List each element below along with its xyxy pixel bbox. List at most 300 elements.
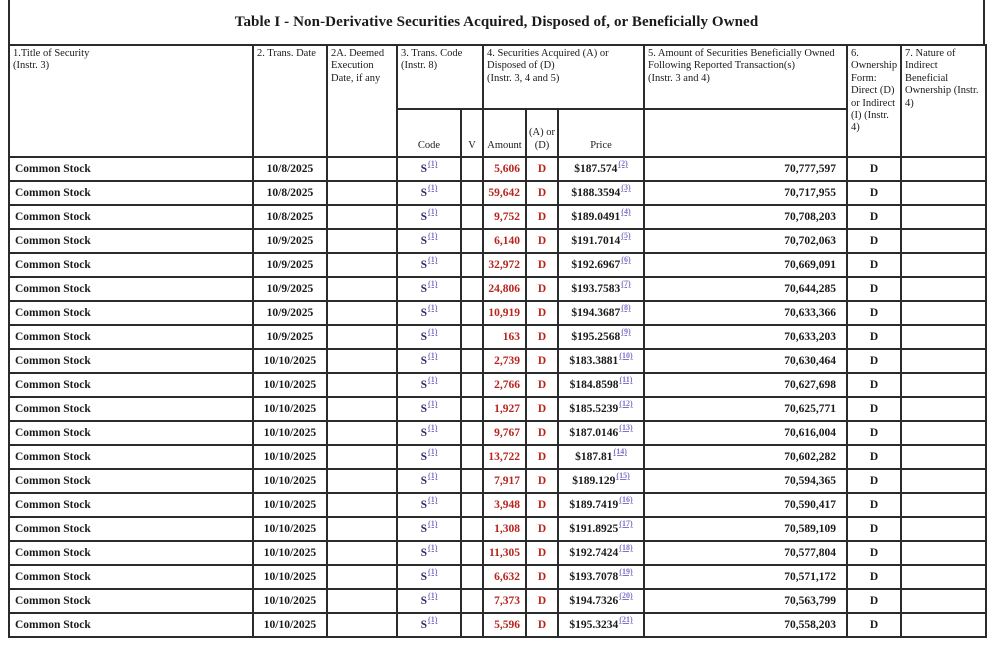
deemed-execution-date-cell bbox=[327, 589, 397, 613]
price-cell bbox=[558, 469, 644, 493]
footnote-link[interactable]: (11) bbox=[619, 375, 633, 385]
price-value: $194.7326 bbox=[569, 595, 619, 607]
footnote-link[interactable]: (21) bbox=[619, 615, 633, 625]
table-row bbox=[9, 301, 986, 325]
nature-of-ownership-cell bbox=[901, 589, 986, 613]
table-row bbox=[9, 493, 986, 517]
nature-of-ownership-cell bbox=[901, 397, 986, 421]
security-title-cell: Common Stock bbox=[9, 493, 253, 517]
transaction-code-cell bbox=[397, 541, 461, 565]
footnote-link[interactable]: (1) bbox=[428, 591, 438, 601]
acquired-disposed-cell: D bbox=[526, 613, 558, 637]
transaction-code: S bbox=[420, 259, 428, 271]
footnote-link[interactable]: (1) bbox=[428, 495, 438, 505]
voluntary-cell bbox=[461, 373, 483, 397]
amount-cell: 32,972 bbox=[483, 253, 526, 277]
footnote-link[interactable]: (1) bbox=[428, 351, 438, 361]
amount-cell: 5,606 bbox=[483, 157, 526, 181]
transaction-code-cell bbox=[397, 157, 461, 181]
transaction-code: S bbox=[420, 307, 428, 319]
transaction-code-cell bbox=[397, 469, 461, 493]
deemed-execution-date-cell bbox=[327, 493, 397, 517]
shares-owned-cell: 70,602,282 bbox=[644, 445, 847, 469]
deemed-execution-date-cell bbox=[327, 325, 397, 349]
transaction-code-cell bbox=[397, 253, 461, 277]
price-value: $191.7014 bbox=[571, 235, 621, 247]
voluntary-cell bbox=[461, 301, 483, 325]
acquired-disposed-cell: D bbox=[526, 445, 558, 469]
security-title-cell: Common Stock bbox=[9, 277, 253, 301]
security-title-cell: Common Stock bbox=[9, 349, 253, 373]
amount-cell: 6,632 bbox=[483, 565, 526, 589]
footnote-link[interactable]: (14) bbox=[613, 447, 627, 457]
deemed-execution-date-cell bbox=[327, 181, 397, 205]
transaction-code: S bbox=[420, 595, 428, 607]
price-value: $193.7078 bbox=[569, 571, 619, 583]
price-cell bbox=[558, 565, 644, 589]
nature-of-ownership-cell bbox=[901, 325, 986, 349]
security-title-cell: Common Stock bbox=[9, 613, 253, 637]
price-value: $189.7419 bbox=[569, 499, 619, 511]
nature-of-ownership-cell bbox=[901, 541, 986, 565]
table-row bbox=[9, 325, 986, 349]
transaction-code-cell bbox=[397, 277, 461, 301]
footnote-link[interactable]: (1) bbox=[428, 615, 438, 625]
transaction-code: S bbox=[420, 235, 428, 247]
col-header-label: 3. Trans. Code bbox=[401, 48, 463, 59]
nature-of-ownership-cell bbox=[901, 181, 986, 205]
price-value: $188.3594 bbox=[571, 187, 621, 199]
col-header-instr: (Instr. 8) bbox=[401, 60, 438, 72]
deemed-execution-date-cell bbox=[327, 253, 397, 277]
voluntary-cell bbox=[461, 589, 483, 613]
deemed-execution-date-cell bbox=[327, 349, 397, 373]
transaction-date-cell: 10/9/2025 bbox=[253, 277, 327, 301]
acquired-disposed-cell: D bbox=[526, 421, 558, 445]
ownership-form-cell: D bbox=[847, 589, 901, 613]
shares-owned-cell: 70,571,172 bbox=[644, 565, 847, 589]
ownership-form-cell: D bbox=[847, 445, 901, 469]
transaction-code: S bbox=[420, 355, 428, 367]
shares-owned-cell: 70,594,365 bbox=[644, 469, 847, 493]
ownership-form-cell: D bbox=[847, 565, 901, 589]
footnote-link[interactable]: (1) bbox=[428, 255, 438, 265]
shares-owned-cell: 70,717,955 bbox=[644, 181, 847, 205]
table-row bbox=[9, 277, 986, 301]
ownership-form-cell: D bbox=[847, 373, 901, 397]
nature-of-ownership-cell bbox=[901, 373, 986, 397]
table-body bbox=[9, 157, 986, 637]
col-header-amount-owned bbox=[644, 45, 847, 109]
acquired-disposed-cell: D bbox=[526, 301, 558, 325]
security-title-cell: Common Stock bbox=[9, 517, 253, 541]
footnote-link[interactable]: (1) bbox=[428, 471, 438, 481]
deemed-execution-date-cell bbox=[327, 301, 397, 325]
price-cell bbox=[558, 277, 644, 301]
footnote-link[interactable]: (1) bbox=[428, 303, 438, 313]
table1-title-band bbox=[8, 0, 985, 44]
col-header-trans-date: 2. Trans. Date bbox=[253, 45, 327, 157]
acquired-disposed-cell: D bbox=[526, 565, 558, 589]
acquired-disposed-cell: D bbox=[526, 325, 558, 349]
col-header-deemed-execution: 2A. Deemed Execution Date, if any bbox=[327, 45, 397, 157]
nature-of-ownership-cell bbox=[901, 253, 986, 277]
acquired-disposed-cell: D bbox=[526, 205, 558, 229]
col-header-instr: (Instr. 3) bbox=[13, 60, 50, 72]
price-value: $195.2568 bbox=[571, 331, 621, 343]
transaction-code: S bbox=[420, 547, 428, 559]
footnote-link[interactable]: (1) bbox=[428, 183, 438, 193]
transaction-code: S bbox=[420, 451, 428, 463]
deemed-execution-date-cell bbox=[327, 205, 397, 229]
amount-cell: 24,806 bbox=[483, 277, 526, 301]
amount-cell: 1,308 bbox=[483, 517, 526, 541]
transaction-date-cell: 10/9/2025 bbox=[253, 301, 327, 325]
voluntary-cell bbox=[461, 397, 483, 421]
transaction-date-cell: 10/9/2025 bbox=[253, 229, 327, 253]
transaction-date-cell: 10/8/2025 bbox=[253, 205, 327, 229]
shares-owned-cell: 70,644,285 bbox=[644, 277, 847, 301]
security-title-cell: Common Stock bbox=[9, 565, 253, 589]
footnote-link[interactable]: (17) bbox=[619, 519, 633, 529]
shares-owned-cell: 70,589,109 bbox=[644, 517, 847, 541]
transaction-code-cell bbox=[397, 493, 461, 517]
shares-owned-cell: 70,577,804 bbox=[644, 541, 847, 565]
security-title-cell: Common Stock bbox=[9, 541, 253, 565]
transaction-date-cell: 10/10/2025 bbox=[253, 541, 327, 565]
voluntary-cell bbox=[461, 277, 483, 301]
transaction-code-cell bbox=[397, 181, 461, 205]
shares-owned-cell: 70,590,417 bbox=[644, 493, 847, 517]
deemed-execution-date-cell bbox=[327, 229, 397, 253]
transaction-code-cell bbox=[397, 205, 461, 229]
non-derivative-table bbox=[8, 44, 987, 638]
price-value: $189.0491 bbox=[571, 211, 621, 223]
table-row bbox=[9, 445, 986, 469]
price-cell bbox=[558, 517, 644, 541]
footnote-link[interactable]: (19) bbox=[619, 567, 633, 577]
voluntary-cell bbox=[461, 181, 483, 205]
transaction-code: S bbox=[420, 283, 428, 295]
voluntary-cell bbox=[461, 157, 483, 181]
deemed-execution-date-cell bbox=[327, 397, 397, 421]
deemed-execution-date-cell bbox=[327, 421, 397, 445]
voluntary-cell bbox=[461, 421, 483, 445]
price-value: $185.5239 bbox=[569, 403, 619, 415]
amount-cell: 2,766 bbox=[483, 373, 526, 397]
price-cell bbox=[558, 325, 644, 349]
footnote-link[interactable]: (10) bbox=[619, 351, 633, 361]
col-header-acquired-disposed bbox=[483, 45, 644, 109]
footnote-link[interactable]: (6) bbox=[621, 255, 631, 265]
security-title-cell: Common Stock bbox=[9, 373, 253, 397]
acquired-disposed-cell: D bbox=[526, 493, 558, 517]
footnote-link[interactable]: (4) bbox=[621, 207, 631, 217]
price-value: $189.129 bbox=[572, 475, 616, 487]
footnote-link[interactable]: (5) bbox=[621, 231, 631, 241]
table-row bbox=[9, 253, 986, 277]
transaction-code: S bbox=[420, 571, 428, 583]
subheader-price: Price bbox=[558, 109, 644, 157]
deemed-execution-date-cell bbox=[327, 517, 397, 541]
transaction-code-cell bbox=[397, 349, 461, 373]
table-row bbox=[9, 205, 986, 229]
transaction-date-cell: 10/10/2025 bbox=[253, 373, 327, 397]
shares-owned-cell: 70,633,366 bbox=[644, 301, 847, 325]
transaction-code-cell bbox=[397, 589, 461, 613]
security-title-cell: Common Stock bbox=[9, 445, 253, 469]
nature-of-ownership-cell bbox=[901, 517, 986, 541]
transaction-date-cell: 10/10/2025 bbox=[253, 613, 327, 637]
shares-owned-cell: 70,702,063 bbox=[644, 229, 847, 253]
price-cell bbox=[558, 229, 644, 253]
security-title-cell: Common Stock bbox=[9, 469, 253, 493]
transaction-code: S bbox=[420, 331, 428, 343]
transaction-date-cell: 10/10/2025 bbox=[253, 397, 327, 421]
amount-cell: 7,917 bbox=[483, 469, 526, 493]
shares-owned-cell: 70,616,004 bbox=[644, 421, 847, 445]
price-value: $187.574 bbox=[574, 163, 618, 175]
subheader-owned-spacer bbox=[644, 109, 847, 157]
footnote-link[interactable]: (1) bbox=[428, 159, 438, 169]
subheader-a-or-d: (A) or (D) bbox=[526, 109, 558, 157]
ownership-form-cell: D bbox=[847, 325, 901, 349]
ownership-form-cell: D bbox=[847, 517, 901, 541]
transaction-code: S bbox=[420, 499, 428, 511]
voluntary-cell bbox=[461, 205, 483, 229]
price-cell bbox=[558, 421, 644, 445]
shares-owned-cell: 70,708,203 bbox=[644, 205, 847, 229]
voluntary-cell bbox=[461, 349, 483, 373]
voluntary-cell bbox=[461, 541, 483, 565]
amount-cell: 7,373 bbox=[483, 589, 526, 613]
amount-cell: 5,596 bbox=[483, 613, 526, 637]
transaction-code: S bbox=[420, 211, 428, 223]
footnote-link[interactable]: (20) bbox=[619, 591, 633, 601]
table-row bbox=[9, 229, 986, 253]
transaction-date-cell: 10/10/2025 bbox=[253, 445, 327, 469]
table-row bbox=[9, 181, 986, 205]
security-title-cell: Common Stock bbox=[9, 301, 253, 325]
amount-cell: 9,752 bbox=[483, 205, 526, 229]
ownership-form-cell: D bbox=[847, 397, 901, 421]
ownership-form-cell: D bbox=[847, 349, 901, 373]
transaction-date-cell: 10/9/2025 bbox=[253, 325, 327, 349]
price-cell bbox=[558, 157, 644, 181]
transaction-code: S bbox=[420, 619, 428, 631]
transaction-code-cell bbox=[397, 517, 461, 541]
transaction-code-cell bbox=[397, 325, 461, 349]
price-cell bbox=[558, 349, 644, 373]
acquired-disposed-cell: D bbox=[526, 253, 558, 277]
footnote-link[interactable]: (1) bbox=[428, 327, 438, 337]
ownership-form-cell: D bbox=[847, 277, 901, 301]
security-title-cell: Common Stock bbox=[9, 229, 253, 253]
transaction-date-cell: 10/10/2025 bbox=[253, 421, 327, 445]
shares-owned-cell: 70,777,597 bbox=[644, 157, 847, 181]
shares-owned-cell: 70,627,698 bbox=[644, 373, 847, 397]
price-value: $183.3881 bbox=[569, 355, 619, 367]
nature-of-ownership-cell bbox=[901, 565, 986, 589]
header-row-1 bbox=[9, 45, 986, 109]
transaction-code: S bbox=[420, 523, 428, 535]
amount-cell: 59,642 bbox=[483, 181, 526, 205]
voluntary-cell bbox=[461, 565, 483, 589]
deemed-execution-date-cell bbox=[327, 277, 397, 301]
deemed-execution-date-cell bbox=[327, 373, 397, 397]
acquired-disposed-cell: D bbox=[526, 229, 558, 253]
nature-of-ownership-cell bbox=[901, 493, 986, 517]
acquired-disposed-cell: D bbox=[526, 349, 558, 373]
col-header-instr: (Instr. 3 and 4) bbox=[648, 72, 710, 84]
price-value: $193.7583 bbox=[571, 283, 621, 295]
subheader-amount: Amount bbox=[483, 109, 526, 157]
transaction-code: S bbox=[420, 163, 428, 175]
transaction-code: S bbox=[420, 187, 428, 199]
voluntary-cell bbox=[461, 253, 483, 277]
shares-owned-cell: 70,630,464 bbox=[644, 349, 847, 373]
footnote-link[interactable]: (18) bbox=[619, 543, 633, 553]
price-cell bbox=[558, 445, 644, 469]
footnote-link[interactable]: (13) bbox=[619, 423, 633, 433]
footnote-link[interactable]: (1) bbox=[428, 423, 438, 433]
footnote-link[interactable]: (16) bbox=[619, 495, 633, 505]
voluntary-cell bbox=[461, 517, 483, 541]
security-title-cell: Common Stock bbox=[9, 253, 253, 277]
subheader-v: V bbox=[461, 109, 483, 157]
transaction-code-cell bbox=[397, 421, 461, 445]
footnote-link[interactable]: (1) bbox=[428, 447, 438, 457]
price-cell bbox=[558, 205, 644, 229]
nature-of-ownership-cell bbox=[901, 301, 986, 325]
footnote-link[interactable]: (12) bbox=[619, 399, 633, 409]
acquired-disposed-cell: D bbox=[526, 541, 558, 565]
voluntary-cell bbox=[461, 229, 483, 253]
table-row bbox=[9, 349, 986, 373]
deemed-execution-date-cell bbox=[327, 469, 397, 493]
amount-cell: 10,919 bbox=[483, 301, 526, 325]
shares-owned-cell: 70,625,771 bbox=[644, 397, 847, 421]
security-title-cell: Common Stock bbox=[9, 421, 253, 445]
shares-owned-cell: 70,669,091 bbox=[644, 253, 847, 277]
ownership-form-cell: D bbox=[847, 613, 901, 637]
footnote-link[interactable]: (8) bbox=[621, 303, 631, 313]
footnote-link[interactable]: (1) bbox=[428, 543, 438, 553]
footnote-link[interactable]: (1) bbox=[428, 399, 438, 409]
amount-cell: 6,140 bbox=[483, 229, 526, 253]
footnote-link[interactable]: (2) bbox=[618, 159, 628, 169]
acquired-disposed-cell: D bbox=[526, 373, 558, 397]
security-title-cell: Common Stock bbox=[9, 397, 253, 421]
footnote-link[interactable]: (1) bbox=[428, 207, 438, 217]
ownership-form-cell: D bbox=[847, 493, 901, 517]
table-row bbox=[9, 565, 986, 589]
subheader-code: Code bbox=[397, 109, 461, 157]
table-row bbox=[9, 469, 986, 493]
nature-of-ownership-cell bbox=[901, 205, 986, 229]
acquired-disposed-cell: D bbox=[526, 181, 558, 205]
transaction-date-cell: 10/8/2025 bbox=[253, 157, 327, 181]
table-row bbox=[9, 613, 986, 637]
price-value: $187.0146 bbox=[569, 427, 619, 439]
transaction-code-cell bbox=[397, 373, 461, 397]
footnote-link[interactable]: (9) bbox=[621, 327, 631, 337]
col-header-label: 4. Securities Acquired (A) or Disposed of (D) bbox=[487, 48, 609, 72]
nature-of-ownership-cell bbox=[901, 229, 986, 253]
nature-of-ownership-cell bbox=[901, 469, 986, 493]
amount-cell: 3,948 bbox=[483, 493, 526, 517]
price-cell bbox=[558, 373, 644, 397]
security-title-cell: Common Stock bbox=[9, 181, 253, 205]
deemed-execution-date-cell bbox=[327, 157, 397, 181]
acquired-disposed-cell: D bbox=[526, 517, 558, 541]
shares-owned-cell: 70,633,203 bbox=[644, 325, 847, 349]
price-cell bbox=[558, 397, 644, 421]
transaction-code: S bbox=[420, 403, 428, 415]
transaction-code-cell bbox=[397, 565, 461, 589]
col-header-ownership-form: 6. Ownership Form: Direct (D) or Indirect (I) (Instr. 4) bbox=[847, 45, 901, 157]
price-value: $194.3687 bbox=[571, 307, 621, 319]
price-value: $192.6967 bbox=[571, 259, 621, 271]
table-row bbox=[9, 397, 986, 421]
footnote-link[interactable]: (1) bbox=[428, 375, 438, 385]
table-row bbox=[9, 517, 986, 541]
price-value: $191.8925 bbox=[569, 523, 619, 535]
amount-cell: 13,722 bbox=[483, 445, 526, 469]
footnote-link[interactable]: (15) bbox=[616, 471, 630, 481]
amount-cell: 11,305 bbox=[483, 541, 526, 565]
deemed-execution-date-cell bbox=[327, 613, 397, 637]
amount-cell: 163 bbox=[483, 325, 526, 349]
transaction-code: S bbox=[420, 427, 428, 439]
price-value: $192.7424 bbox=[569, 547, 619, 559]
shares-owned-cell: 70,558,203 bbox=[644, 613, 847, 637]
nature-of-ownership-cell bbox=[901, 157, 986, 181]
voluntary-cell bbox=[461, 469, 483, 493]
footnote-link[interactable]: (3) bbox=[621, 183, 631, 193]
ownership-form-cell: D bbox=[847, 301, 901, 325]
voluntary-cell bbox=[461, 445, 483, 469]
transaction-date-cell: 10/10/2025 bbox=[253, 349, 327, 373]
price-cell bbox=[558, 589, 644, 613]
price-cell bbox=[558, 253, 644, 277]
security-title-cell: Common Stock bbox=[9, 205, 253, 229]
footnote-link[interactable]: (1) bbox=[428, 519, 438, 529]
col-header-label: 1.Title of Security bbox=[13, 48, 90, 59]
acquired-disposed-cell: D bbox=[526, 469, 558, 493]
footnote-link[interactable]: (1) bbox=[428, 567, 438, 577]
table-row bbox=[9, 373, 986, 397]
deemed-execution-date-cell bbox=[327, 445, 397, 469]
transaction-code-cell bbox=[397, 301, 461, 325]
price-value: $187.81 bbox=[575, 451, 613, 463]
footnote-link[interactable]: (7) bbox=[621, 279, 631, 289]
footnote-link[interactable]: (1) bbox=[428, 231, 438, 241]
transaction-code-cell bbox=[397, 445, 461, 469]
price-cell bbox=[558, 541, 644, 565]
transaction-date-cell: 10/8/2025 bbox=[253, 181, 327, 205]
amount-cell: 2,739 bbox=[483, 349, 526, 373]
nature-of-ownership-cell bbox=[901, 277, 986, 301]
ownership-form-cell: D bbox=[847, 253, 901, 277]
shares-owned-cell: 70,563,799 bbox=[644, 589, 847, 613]
transaction-date-cell: 10/10/2025 bbox=[253, 493, 327, 517]
price-cell bbox=[558, 301, 644, 325]
footnote-link[interactable]: (1) bbox=[428, 279, 438, 289]
table-row bbox=[9, 589, 986, 613]
ownership-form-cell: D bbox=[847, 205, 901, 229]
security-title-cell: Common Stock bbox=[9, 157, 253, 181]
